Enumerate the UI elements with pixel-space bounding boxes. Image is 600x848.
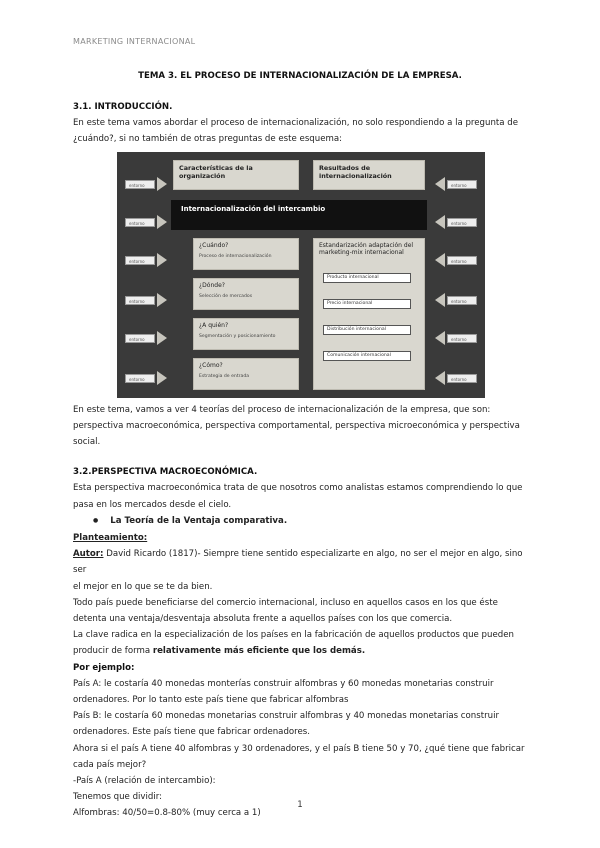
paragraph-line: En este tema vamos abordar el proceso de internacionalización, no solo respondiendo a la pregunta de bbox=[73, 118, 519, 129]
question-how-box bbox=[193, 358, 299, 390]
environment-label: entorno bbox=[125, 218, 155, 227]
bold-text: relativamente más eficiente que los demás. bbox=[152, 646, 366, 657]
mix-item: Precio internacional bbox=[323, 299, 411, 309]
question-where-title: ¿Dónde? bbox=[199, 281, 225, 289]
environment-label: entorno bbox=[125, 256, 155, 265]
document-title: TEMA 3. EL PROCESO DE INTERNACIONALIZACIÓN DE LA EMPRESA. bbox=[138, 71, 462, 81]
paragraph-line: perspectiva macroeconómica, perspectiva comportamental, perspectiva microeconómica y perspectiva bbox=[73, 420, 520, 431]
paragraph-line: En este tema, vamos a ver 4 teorías del proceso de internacionalización de la empresa, que son: bbox=[73, 404, 491, 415]
internationalization-diagram bbox=[117, 152, 485, 398]
paragraph-line: detenta una ventaja/desventaja absoluta frente a aquellos países con los que comercia. bbox=[73, 614, 453, 625]
arrow-right-icon bbox=[157, 371, 167, 385]
subheading-ejemplo: Por ejemplo: bbox=[73, 662, 135, 673]
arrow-left-icon bbox=[435, 331, 445, 345]
environment-label: entorno bbox=[447, 296, 477, 305]
question-whom-subtitle: Segmentación y posicionamiento bbox=[199, 333, 276, 339]
author-label: Autor: bbox=[73, 549, 104, 560]
paragraph-line: pasa en los mercados desde el cielo. bbox=[73, 499, 232, 510]
environment-label: entorno bbox=[125, 296, 155, 305]
bullet-item: ● La Teoría de la Ventaja comparativa. bbox=[73, 513, 529, 530]
document-body bbox=[73, 99, 529, 822]
paragraph-line: Ahora si el país A tiene 40 alfombras y 30 ordenadores, y el país B tiene 50 y 70, ¿qué tiene que fabricar bbox=[73, 743, 525, 754]
arrow-left-icon bbox=[435, 215, 445, 229]
paragraph-line: Esta perspectiva macroeconómica trata de que nosotros como analistas estamos comprendiendo lo que bbox=[73, 483, 523, 494]
mix-item: Producto internacional bbox=[323, 273, 411, 283]
arrow-left-icon bbox=[435, 293, 445, 307]
paragraph-line: Tenemos que dividir: bbox=[73, 792, 163, 803]
arrow-right-icon bbox=[157, 253, 167, 267]
page-number: 1 bbox=[297, 800, 303, 810]
environment-label: entorno bbox=[125, 334, 155, 343]
paragraph-line: ordenadores. Este país tiene que fabricar ordenadores. bbox=[73, 727, 310, 738]
paragraph-line: País B: le costaría 60 monedas monetarias construir alfombras y 40 monedas monetarias construir bbox=[73, 711, 499, 722]
section-heading-intro: 3.1. INTRODUCCIÓN. bbox=[73, 102, 173, 112]
question-how-title: ¿Cómo? bbox=[199, 361, 223, 369]
marketing-mix-box bbox=[313, 238, 425, 390]
environment-label: entorno bbox=[447, 256, 477, 265]
paragraph-line: ¿cuándo?, si no también de otras preguntas de este esquema: bbox=[73, 134, 343, 145]
mix-item: Comunicación internacional bbox=[323, 351, 411, 361]
question-when-box bbox=[193, 238, 299, 270]
environment-label: entorno bbox=[447, 218, 477, 227]
question-whom-box bbox=[193, 318, 299, 350]
paragraph-line: País A: le costaría 40 monedas monterías construir alfombras y 60 monedas monetarias construir bbox=[73, 678, 494, 689]
paragraph-line: La clave radica en la especialización de los países en la fabricación de aquellos productos que pueden bbox=[73, 630, 514, 641]
environment-label: entorno bbox=[447, 374, 477, 383]
environment-label: entorno bbox=[125, 180, 155, 189]
organization-box: Características de la organización bbox=[173, 160, 299, 190]
author-text: David Ricardo (1817)- Siempre tiene sentido especializarte en algo, no ser el mejor en algo, sino ser bbox=[73, 549, 523, 576]
question-when-title: ¿Cuándo? bbox=[199, 241, 229, 249]
paragraph-line: Todo país puede beneficiarse del comercio internacional, incluso en aquellos casos en los que éste bbox=[73, 597, 498, 608]
paragraph-line: social. bbox=[73, 437, 101, 448]
results-box: Resultados de internacionalización bbox=[313, 160, 425, 190]
internationalization-bar: Internacionalización del intercambio bbox=[171, 200, 427, 230]
environment-label: entorno bbox=[447, 180, 477, 189]
arrow-left-icon bbox=[435, 177, 445, 191]
author-line bbox=[73, 546, 529, 578]
mix-item: Distribución internacional bbox=[323, 325, 411, 335]
marketing-mix-title: Estandarización adaptación del marketing-mix internacional bbox=[319, 241, 414, 256]
paragraph-line bbox=[73, 643, 529, 659]
subheading-planteamiento: Planteamiento: bbox=[73, 533, 148, 544]
arrow-left-icon bbox=[435, 371, 445, 385]
arrow-right-icon bbox=[157, 293, 167, 307]
paragraph-line: ordenadores. Por lo tanto este país tiene que fabricar alfombras bbox=[73, 695, 349, 706]
environment-label: entorno bbox=[447, 334, 477, 343]
question-where-box bbox=[193, 278, 299, 310]
arrow-right-icon bbox=[157, 215, 167, 229]
question-whom-title: ¿A quién? bbox=[199, 321, 229, 329]
environment-label: entorno bbox=[125, 374, 155, 383]
running-header: MARKETING INTERNACIONAL bbox=[73, 37, 196, 46]
question-when-subtitle: Proceso de internacionalización bbox=[199, 253, 272, 259]
paragraph-line: Alfombras: 40/50=0.8-80% (muy cerca a 1) bbox=[73, 808, 261, 819]
section-heading-macro: 3.2.PERSPECTIVA MACROECONÓMICA. bbox=[73, 467, 258, 478]
arrow-left-icon bbox=[435, 253, 445, 267]
arrow-right-icon bbox=[157, 177, 167, 191]
paragraph-line: -País A (relación de intercambio): bbox=[73, 776, 216, 787]
question-how-subtitle: Estrategia de entrada bbox=[199, 373, 250, 379]
arrow-right-icon bbox=[157, 331, 167, 345]
text-span: producir de forma bbox=[73, 646, 153, 657]
question-where-subtitle: Selección de mercados bbox=[199, 293, 253, 299]
paragraph-line: cada país mejor? bbox=[73, 759, 147, 770]
paragraph-line: el mejor en lo que se te da bien. bbox=[73, 581, 213, 592]
